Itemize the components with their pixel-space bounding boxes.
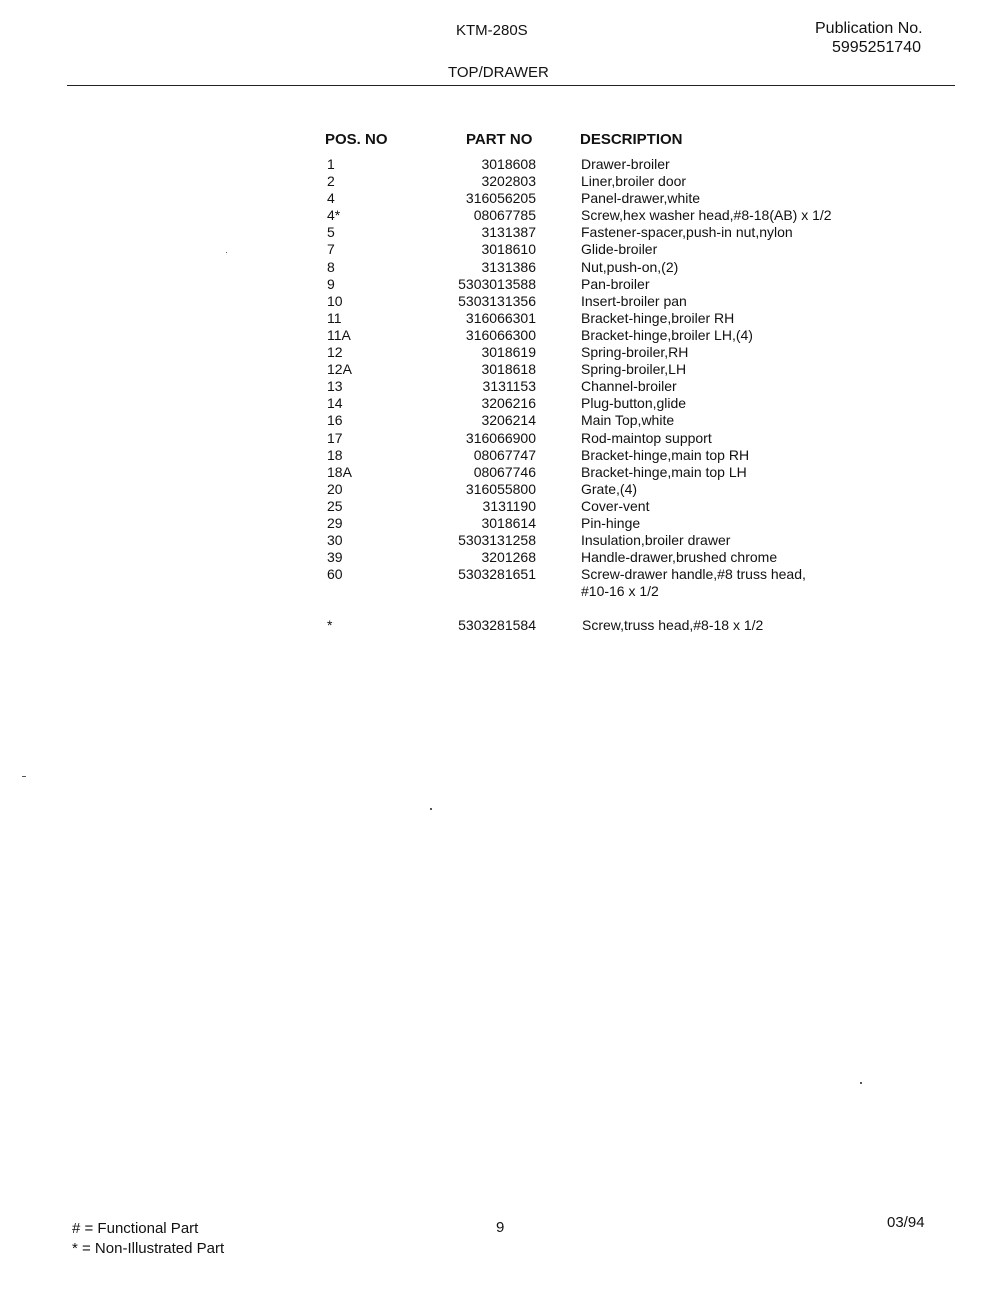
legend-functional: # = Functional Part bbox=[72, 1220, 199, 1237]
part-description bbox=[581, 361, 961, 378]
parts-row bbox=[0, 259, 1000, 276]
part-number: 3131386 bbox=[481, 258, 536, 275]
parts-row bbox=[0, 378, 1000, 395]
part-number: 08067746 bbox=[473, 463, 536, 480]
part-description-line: Insert-broiler pan bbox=[581, 292, 687, 309]
part-description-line: Bracket-hinge,main top RH bbox=[581, 446, 750, 463]
part-description bbox=[581, 327, 961, 344]
part-number: 3202803 bbox=[481, 173, 536, 190]
parts-list bbox=[0, 156, 1000, 600]
part-description bbox=[581, 276, 961, 293]
part-description bbox=[581, 207, 961, 224]
part-description bbox=[581, 241, 961, 258]
part-description bbox=[581, 481, 961, 498]
part-number: 5303131258 bbox=[458, 532, 536, 549]
parts-row bbox=[0, 190, 1000, 207]
part-pos: 60 bbox=[327, 566, 343, 583]
part-number: 3018610 bbox=[481, 241, 536, 258]
part-pos: 4 bbox=[327, 190, 335, 207]
part-pos: 13 bbox=[327, 378, 343, 395]
parts-row bbox=[0, 207, 1000, 224]
part-description: Screw,truss head,#8-18 x 1/2 bbox=[582, 617, 764, 633]
part-pos: 12A bbox=[327, 361, 352, 378]
part-number: 3131190 bbox=[482, 497, 536, 514]
part-description-line: Insulation,broiler drawer bbox=[581, 532, 731, 549]
part-description bbox=[581, 430, 961, 447]
part-description-line: Glide-broiler bbox=[581, 241, 658, 258]
part-number: 3018608 bbox=[481, 156, 536, 172]
part-pos: 30 bbox=[327, 532, 343, 549]
parts-row bbox=[0, 293, 1000, 310]
part-description bbox=[581, 259, 961, 276]
part-description-line: Bracket-hinge,main top LH bbox=[581, 463, 747, 480]
scan-speck bbox=[430, 808, 432, 810]
model-number: KTM-280S bbox=[456, 22, 528, 39]
part-description-line: Handle-drawer,brushed chrome bbox=[581, 549, 778, 566]
section-title: TOP/DRAWER bbox=[448, 64, 549, 81]
part-pos: 1 bbox=[327, 156, 335, 172]
part-description bbox=[581, 532, 961, 549]
part-description-line: Rod-maintop support bbox=[581, 429, 712, 446]
header-divider bbox=[67, 85, 955, 86]
parts-row bbox=[0, 549, 1000, 566]
part-pos: 11 bbox=[327, 309, 342, 326]
publication-label: Publication No. bbox=[815, 20, 923, 37]
part-number: 3018619 bbox=[481, 344, 536, 361]
part-description-line: Grate,(4) bbox=[581, 480, 638, 497]
part-description-line: Main Top,white bbox=[581, 412, 675, 429]
part-description bbox=[581, 293, 961, 310]
part-number: 3131387 bbox=[481, 224, 536, 241]
part-description-line: Spring-broiler,LH bbox=[581, 361, 687, 378]
parts-row bbox=[0, 464, 1000, 481]
part-pos: 9 bbox=[327, 275, 335, 292]
part-pos: 11A bbox=[327, 326, 351, 343]
parts-row bbox=[0, 566, 1000, 600]
part-pos: 7 bbox=[327, 241, 335, 258]
part-description-line: Nut,push-on,(2) bbox=[581, 258, 679, 275]
parts-row bbox=[0, 412, 1000, 429]
part-description-line: Spring-broiler,RH bbox=[581, 344, 689, 361]
parts-row bbox=[0, 310, 1000, 327]
parts-row bbox=[0, 395, 1000, 412]
parts-row bbox=[0, 241, 1000, 258]
part-description bbox=[581, 156, 961, 173]
part-description-line: Pin-hinge bbox=[581, 514, 641, 531]
parts-row bbox=[0, 532, 1000, 549]
part-number: 3018618 bbox=[481, 361, 536, 378]
part-number: 3131153 bbox=[482, 378, 536, 395]
part-description-line: Bracket-hinge,broiler LH,(4) bbox=[581, 326, 753, 343]
part-number: 5303131356 bbox=[458, 292, 536, 309]
part-description bbox=[581, 224, 961, 241]
part-description-line: Channel-broiler bbox=[581, 378, 677, 395]
part-number: 316066301 bbox=[465, 309, 536, 326]
part-pos: 18 bbox=[327, 446, 343, 463]
part-pos: 18A bbox=[327, 463, 352, 480]
parts-row bbox=[0, 481, 1000, 498]
part-description-line: Drawer-broiler bbox=[581, 156, 670, 172]
part-pos: 12 bbox=[327, 344, 343, 361]
scan-speck bbox=[860, 1082, 862, 1084]
column-header-pos: POS. NO bbox=[325, 131, 388, 148]
part-description bbox=[581, 447, 961, 464]
part-description-line: Panel-drawer,white bbox=[581, 190, 701, 207]
legend-non-illustrated: * = Non-Illustrated Part bbox=[72, 1240, 225, 1257]
part-number: 5303013588 bbox=[458, 275, 536, 292]
part-number: 3201268 bbox=[481, 549, 536, 566]
part-number: 316066900 bbox=[465, 429, 536, 446]
parts-row bbox=[0, 498, 1000, 515]
part-pos: * bbox=[327, 617, 333, 633]
part-description-line: Fastener-spacer,push-in nut,nylon bbox=[581, 224, 793, 241]
part-description bbox=[581, 566, 961, 600]
parts-row bbox=[0, 224, 1000, 241]
part-pos: 25 bbox=[327, 497, 343, 514]
part-pos: 5 bbox=[327, 224, 335, 241]
non-illustrated-part-row bbox=[0, 617, 1000, 635]
scan-speck bbox=[226, 252, 227, 253]
part-description bbox=[581, 498, 961, 515]
page-number: 9 bbox=[496, 1219, 505, 1236]
part-description bbox=[581, 310, 961, 327]
part-number: 3206214 bbox=[481, 412, 536, 429]
part-pos: 39 bbox=[327, 549, 343, 566]
publication-number: 5995251740 bbox=[832, 39, 921, 56]
parts-row bbox=[0, 156, 1000, 173]
part-description-line: Screw-drawer handle,#8 truss head, bbox=[581, 566, 806, 583]
part-description bbox=[581, 378, 961, 395]
part-description-line: Liner,broiler door bbox=[581, 173, 687, 190]
column-header-description: DESCRIPTION bbox=[580, 131, 683, 148]
part-description bbox=[581, 464, 961, 481]
part-description bbox=[581, 173, 961, 190]
part-number: 316056205 bbox=[465, 190, 536, 207]
parts-row bbox=[0, 515, 1000, 532]
part-pos: 20 bbox=[327, 480, 343, 497]
part-description-line: Bracket-hinge,broiler RH bbox=[581, 309, 735, 326]
part-number: 5303281584 bbox=[458, 617, 536, 633]
parts-row bbox=[0, 430, 1000, 447]
part-pos: 4* bbox=[327, 207, 341, 224]
parts-row bbox=[0, 447, 1000, 464]
part-description-line: Plug-button,glide bbox=[581, 395, 687, 412]
part-description-line: #10-16 x 1/2 bbox=[581, 583, 659, 600]
part-description-line: Cover-vent bbox=[581, 497, 650, 514]
part-description bbox=[581, 190, 961, 207]
parts-row bbox=[0, 361, 1000, 378]
part-pos: 16 bbox=[327, 412, 343, 429]
part-number: 3206216 bbox=[481, 395, 536, 412]
parts-row bbox=[0, 276, 1000, 293]
part-number: 08067785 bbox=[473, 207, 536, 224]
part-description bbox=[581, 395, 961, 412]
part-description-line: Pan-broiler bbox=[581, 275, 650, 292]
scan-speck bbox=[22, 776, 26, 777]
part-description bbox=[581, 412, 961, 429]
publication-date: 03/94 bbox=[887, 1214, 925, 1231]
part-pos: 14 bbox=[327, 395, 343, 412]
part-pos: 2 bbox=[327, 173, 335, 190]
part-pos: 10 bbox=[327, 292, 343, 309]
part-number: 08067747 bbox=[473, 446, 536, 463]
part-pos: 8 bbox=[327, 258, 335, 275]
part-number: 5303281651 bbox=[458, 566, 536, 583]
part-description-line: Screw,hex washer head,#8-18(AB) x 1/2 bbox=[581, 207, 832, 224]
part-number: 316066300 bbox=[465, 326, 536, 343]
parts-row bbox=[0, 173, 1000, 190]
part-number: 3018614 bbox=[481, 514, 536, 531]
part-description bbox=[581, 549, 961, 566]
parts-row bbox=[0, 327, 1000, 344]
parts-row bbox=[0, 344, 1000, 361]
column-header-part: PART NO bbox=[466, 131, 533, 148]
part-description bbox=[581, 344, 961, 361]
part-description bbox=[581, 515, 961, 532]
part-number: 316055800 bbox=[465, 480, 536, 497]
part-pos: 17 bbox=[327, 429, 343, 446]
part-pos: 29 bbox=[327, 514, 343, 531]
